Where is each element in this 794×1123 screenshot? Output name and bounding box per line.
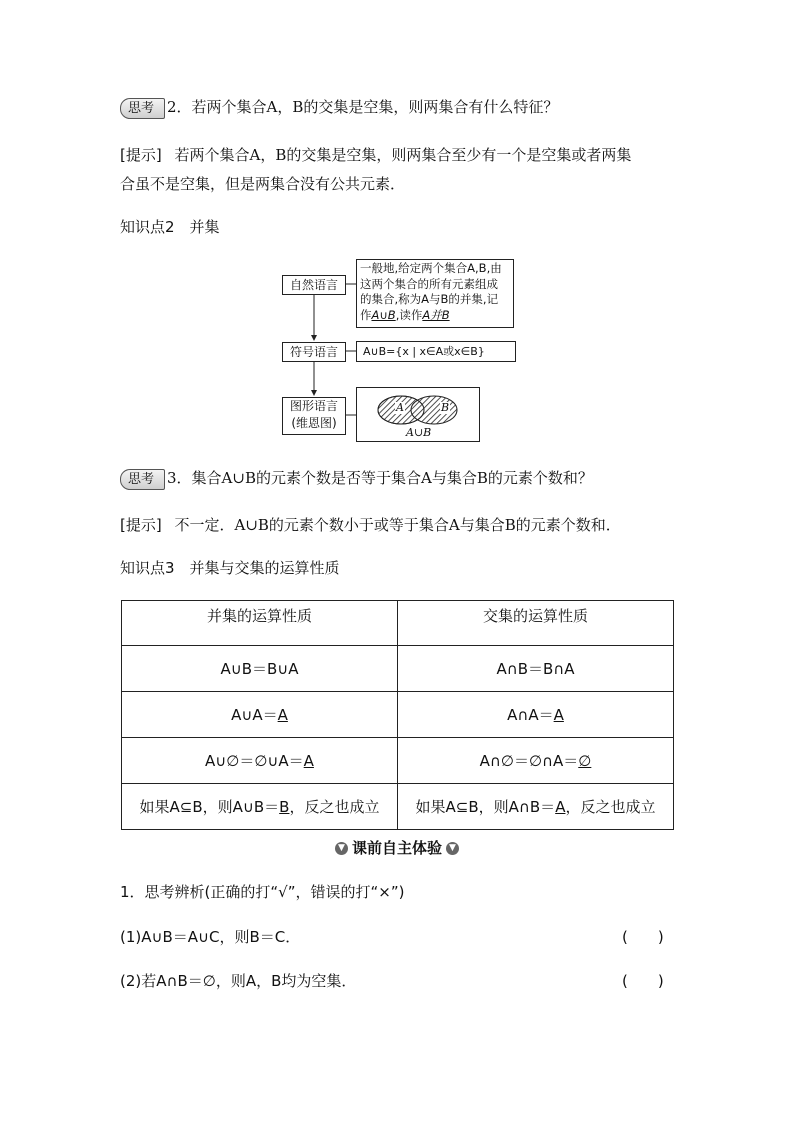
chevron-down-icon: ▼ [335,842,348,855]
exercise-intro: 1．思考辨析(正确的打“√”，错误的打“×”) [120,883,405,901]
answer-blank[interactable]: ( ) [622,972,664,990]
venn-caption: A∪B [406,426,432,439]
hint-label: [提示] [120,146,162,164]
chevron-down-icon: ▼ [446,842,459,855]
knowledge-point-2-title: 知识点2 并集 [120,218,220,236]
venn-label-b: B [441,401,450,414]
table-cell: 如果A⊆B，则A∪B＝B，反之也成立 [122,784,398,830]
section-title: ▼ 课前自主体验 ▼ [0,837,794,858]
think2-hint-line1: [提示] 若两个集合A，B的交集是空集，则两集合至少有一个是空集或者两集 [120,146,632,164]
operation-properties-table [121,600,674,830]
think3-question: 思考 3．集合A∪B的元素个数是否等于集合A与集合B的元素个数和？ [120,467,593,490]
knowledge-point-3-title: 知识点3 并集与交集的运算性质 [120,559,340,577]
exercise-q2: (2)若A∩B＝∅，则A，B均为空集． [120,972,357,990]
symbol-language-definition: A∪B={x | x∈A或x∈B} [356,341,516,362]
table-cell: A∩B＝B∩A [398,646,674,692]
natural-language-definition: 一般地,给定两个集合A,B,由 这两个集合的所有元素组成 的集合,称为A与B的并集,记 作A∪B,读作A并B [356,259,514,328]
table-cell: A∩A＝A [398,692,674,738]
table-row [122,738,674,784]
table-cell: 如果A⊆B，则A∩B＝A，反之也成立 [398,784,674,830]
table-cell: A∪∅＝∅∪A＝A [122,738,398,784]
think2-hint-line2: 合虽不是空集，但是两集合没有公共元素． [120,175,406,193]
table-row [122,646,674,692]
graphic-language-box: 图形语言 (维恩图) [282,397,346,435]
think-badge: 思考 [120,98,165,119]
think2-question: 思考 2．若两个集合A，B的交集是空集，则两集合有什么特征？ [120,96,558,119]
think-badge: 思考 [120,469,165,490]
answer-blank[interactable]: ( ) [622,928,664,946]
think3-hint: [提示] 不一定．A∪B的元素个数小于或等于集合A与集合B的元素个数和． [120,516,621,534]
venn-label-a: A [396,401,404,414]
exercise-q1: (1)A∪B＝A∪C，则B＝C． [120,928,301,946]
table-cell: A∩∅＝∅∩A＝∅ [398,738,674,784]
table-cell: A∪B＝B∪A [122,646,398,692]
table-cell: A∪A＝A [122,692,398,738]
table-row [122,692,674,738]
table-row [122,784,674,830]
union-header: 并集的运算性质 [122,601,398,646]
table-row [122,601,674,646]
flow-connectors [0,0,794,460]
intersection-header: 交集的运算性质 [398,601,674,646]
natural-language-box: 自然语言 [282,275,346,295]
hint-label: [提示] [120,516,162,534]
symbol-language-box: 符号语言 [282,342,346,362]
